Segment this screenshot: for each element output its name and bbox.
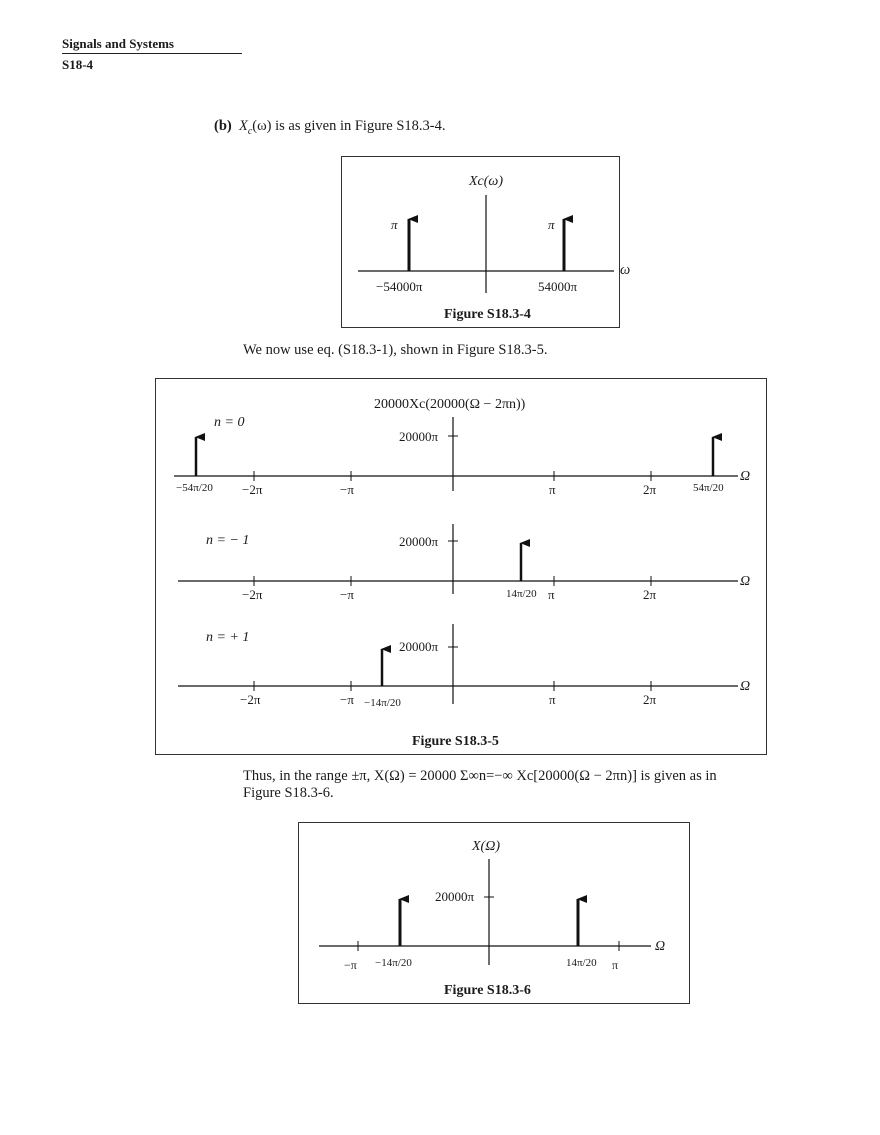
fig6-amp-label: 20000π — [435, 889, 475, 904]
fig5-row2-tick-label-2pi: 2π — [643, 587, 657, 602]
fig5-row3-impulse-label: −14π/20 — [364, 697, 401, 709]
fig5-row1-amp-label: 20000π — [399, 429, 439, 444]
fig6-axis-var: Ω — [655, 939, 666, 954]
fig5-row1-left-impulse-label: −54π/20 — [176, 482, 213, 494]
paragraph-conclusion — [243, 768, 783, 802]
figure-s18-3-6-plot — [299, 823, 689, 1003]
fig5-row1-tick-label-pi: π — [549, 482, 556, 497]
fig5-row2-axis-var: Ω — [740, 574, 751, 589]
fig5-row1-n-label: n = 0 — [214, 415, 245, 430]
figure-s18-3-5-plot — [156, 379, 766, 754]
fig5-row3-tick-label-m2pi: −2π — [240, 692, 261, 707]
fig5-title: 20000Xc(20000(Ω − 2πn)) — [374, 397, 526, 412]
figure-s18-3-6 — [298, 822, 690, 1004]
figure-s18-3-4 — [341, 156, 620, 328]
part-b-symbol: X — [238, 118, 248, 134]
fig5-row3-n-label: n = + 1 — [206, 630, 250, 645]
fig4-right-tick-label: 54000π — [538, 279, 578, 294]
fig5-row3-amp-label: 20000π — [399, 639, 439, 654]
fig5-row2-tick-label-m2pi: −2π — [242, 587, 263, 602]
running-header — [62, 36, 242, 73]
fig4-omega-label: ω — [620, 262, 631, 278]
fig6-tick-label-pi: π — [612, 958, 619, 972]
fig5-caption: Figure S18.3-5 — [412, 734, 499, 749]
fig4-title: Xc(ω) — [469, 174, 503, 189]
part-b-subscript: c — [247, 125, 253, 137]
figure-s18-3-5 — [155, 378, 767, 755]
paragraph-conclusion-line1: Thus, in the range ±π, X(Ω) = 20000 Σ∞n=−∞ Xc[20000(Ω − 2πn)] is given as in — [243, 768, 717, 784]
fig6-title: X(Ω) — [472, 839, 500, 854]
fig5-row1-tick-label-mpi: −π — [340, 482, 354, 497]
fig6-tick-label-mpi: −π — [344, 958, 357, 972]
fig5-row2-impulse-label: 14π/20 — [506, 588, 537, 600]
fig5-row3-tick-label-pi: π — [549, 692, 556, 707]
fig6-left-impulse-label: −14π/20 — [375, 957, 412, 969]
fig5-row3-tick-label-mpi: −π — [340, 692, 354, 707]
paragraph-conclusion-line2: Figure S18.3-6. — [243, 785, 334, 801]
fig5-row1-tick-label-2pi: 2π — [643, 482, 657, 497]
fig5-row2-amp-label: 20000π — [399, 534, 439, 549]
figure-s18-3-4-plot — [342, 157, 619, 327]
part-b-text — [214, 118, 446, 140]
fig5-row3-axis-var: Ω — [740, 679, 751, 694]
section-number: S18-4 — [62, 57, 94, 72]
fig6-caption: Figure S18.3-6 — [444, 983, 531, 998]
book-title: Signals and Systems — [62, 36, 242, 54]
fig5-row1-tick-label-m2pi: −2π — [242, 482, 263, 497]
fig6-right-impulse-label: 14π/20 — [566, 957, 597, 969]
fig5-row2-n-label: n = − 1 — [206, 533, 250, 548]
fig5-row2-tick-label-pi: π — [548, 587, 555, 602]
paragraph-eq-reference: We now use eq. (S18.3-1), shown in Figure S18.3-5. — [243, 342, 548, 358]
fig5-row1-axis-var: Ω — [740, 469, 751, 484]
fig4-right-height-label: π — [548, 217, 555, 232]
fig5-row2-tick-label-mpi: −π — [340, 587, 354, 602]
fig4-left-tick-label: −54000π — [376, 279, 423, 294]
part-b-sentence: (ω) is as given in Figure S18.3-4. — [252, 118, 446, 134]
fig5-row1-right-impulse-label: 54π/20 — [693, 482, 724, 494]
fig5-row3-tick-label-2pi: 2π — [643, 692, 657, 707]
fig4-caption: Figure S18.3-4 — [444, 307, 531, 322]
fig4-left-height-label: π — [391, 217, 398, 232]
part-b-label: (b) — [214, 118, 232, 134]
